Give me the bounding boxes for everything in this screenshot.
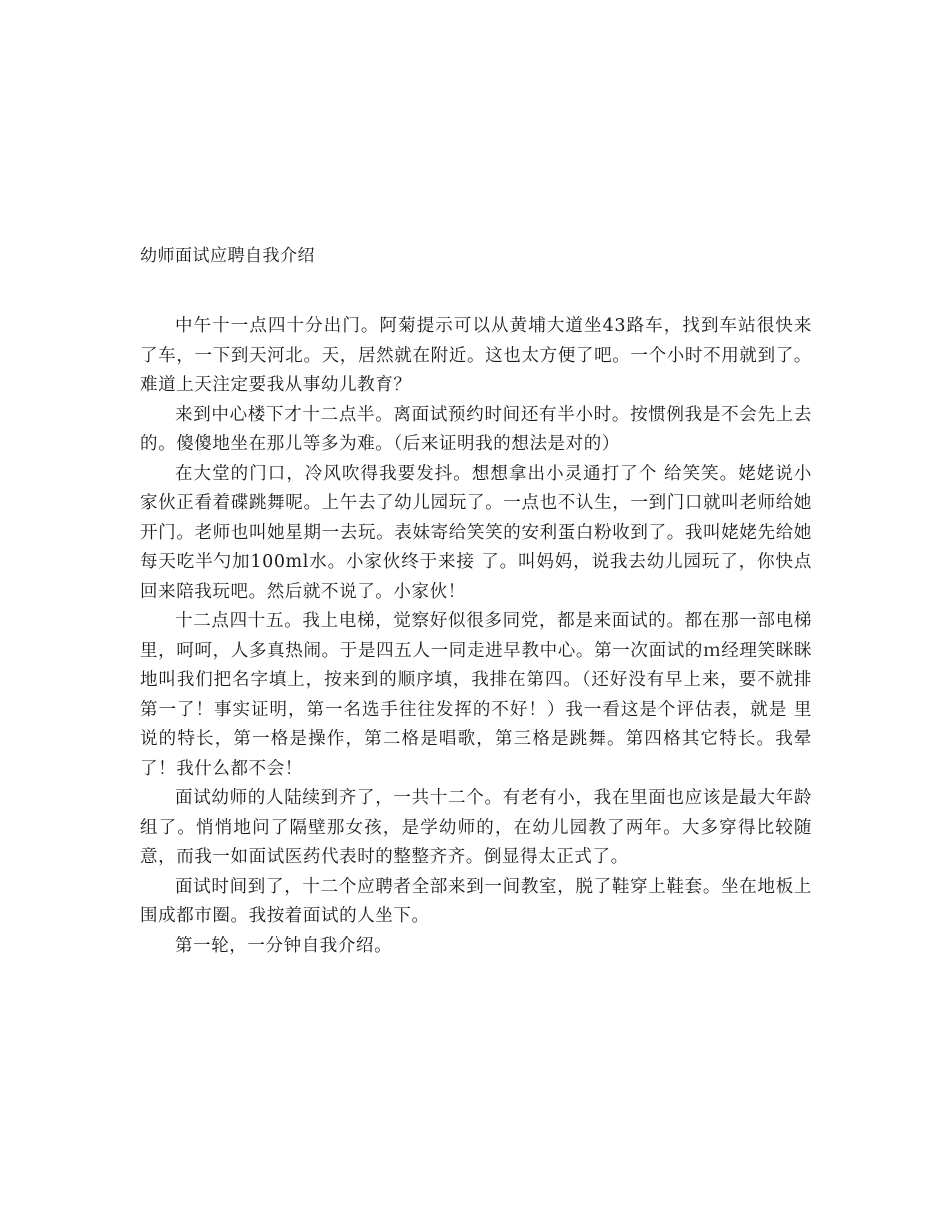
document-body [140,312,812,961]
paragraph: 面试时间到了，十二个应聘者全部来到一间教室，脱了鞋穿上鞋套。坐在地板上围成都市圈。我按着面试的人坐下。 [140,876,812,926]
paragraph: 在大堂的门口，冷风吹得我要发抖。想想拿出小灵通打了个 给笑笑。姥姥说小家伙正看着碟跳舞呢。上午去了幼儿园玩了。一点也不认生，一到门口就叫老师给她开门。老师也叫她星期一去玩。表妹寄给笑笑的安利蛋白粉收到了。我叫姥姥先给她每天吃半勺加100ml水。小家伙终于来接 了。叫妈妈，说我去幼儿园玩了，你快点回来陪我玩吧。然后就不说了。小家伙！ [140,463,812,602]
paragraph: 来到中心楼下才十二点半。离面试预约时间还有半小时。按惯例我是不会先上去的。傻傻地坐在那儿等多为难。（后来证明我的想法是对的） [140,404,812,454]
document-title: 幼师面试应聘自我介绍 [140,246,315,266]
paragraph: 十二点四十五。我上电梯，觉察好似很多同党，都是来面试的。都在那一部电梯里，呵呵，人多真热闹。于是四五人一同走进早教中心。第一次面试的ｍ经理笑眯眯地叫我们把名字填上，按来到的顺序填，我排在第四。（还好没有早上来，要不就排第一了！事实证明，第一名选手往往发挥的不好！）我一看这是个评估表，就是 里说的特长，第一格是操作，第二格是唱歌，第三格是跳舞。第四格其它特长。我晕了！我什么都不会！ [140,611,812,779]
paragraph: 中午十一点四十分出门。阿菊提示可以从黄埔大道坐43路车，找到车站很快来了车，一下到天河北。天，居然就在附近。这也太方便了吧。一个小时不用就到了。难道上天注定要我从事幼儿教育？ [140,316,812,395]
paragraph: 第一轮，一分钟自我介绍。 [175,935,393,956]
paragraph: 面试幼师的人陆续到齐了，一共十二个。有老有小，我在里面也应该是最大年龄组了。悄悄地问了隔壁那女孩，是学幼师的，在幼儿园教了两年。大多穿得比较随意，而我一如面试医药代表时的整整齐齐。倒显得太正式了。 [140,788,812,867]
